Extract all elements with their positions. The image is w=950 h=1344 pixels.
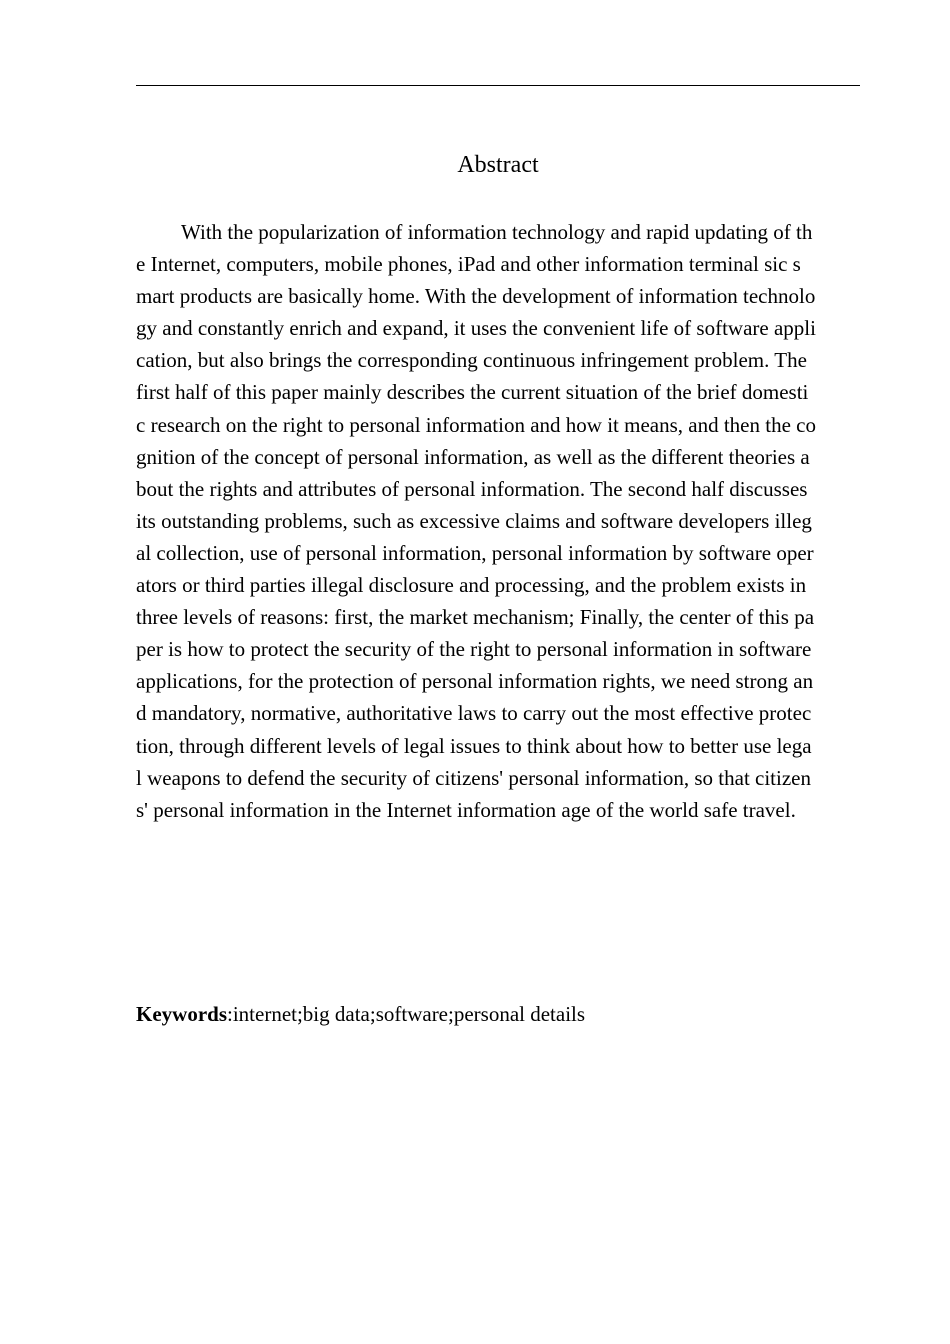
abstract-line: mart products are basically home. With the development of information technolo: [136, 284, 816, 309]
abstract-line: gnition of the concept of personal information, as well as the different theories a: [136, 444, 810, 469]
keywords-label: Keywords: [136, 1002, 227, 1026]
abstract-line: d mandatory, normative, authoritative laws to carry out the most effective protec: [136, 701, 812, 726]
header-rule: [136, 85, 860, 86]
abstract-line: e Internet, computers, mobile phones, iPad and other information terminal sic s: [136, 252, 801, 277]
abstract-line: its outstanding problems, such as excessive claims and software developers illeg: [136, 508, 812, 533]
abstract-line: l weapons to defend the security of citizens' personal information, so that citizen: [136, 765, 811, 790]
abstract-line: per is how to protect the security of the right to personal information in software: [136, 637, 812, 662]
abstract-line: gy and constantly enrich and expand, it uses the convenient life of software appli: [136, 316, 816, 341]
abstract-title: Abstract: [457, 152, 539, 178]
abstract-body: [136, 216, 876, 826]
abstract-line: ators or third parties illegal disclosure and processing, and the problem exists in: [136, 573, 807, 598]
abstract-line: applications, for the protection of personal information rights, we need strong an: [136, 669, 814, 694]
abstract-line: tion, through different levels of legal issues to think about how to better use lega: [136, 733, 812, 758]
abstract-line: With the popularization of information technology and rapid updating of th: [181, 220, 813, 244]
abstract-line: cation, but also brings the corresponding continuous infringement problem. The: [136, 348, 807, 373]
abstract-line: c research on the right to personal information and how it means, and then the co: [136, 412, 816, 437]
abstract-line: s' personal information in the Internet information age of the world safe travel.: [136, 797, 796, 822]
abstract-line: bout the rights and attributes of personal information. The second half discusses: [136, 476, 808, 501]
keywords-value: :internet;big data;software;personal details: [227, 1002, 586, 1026]
abstract-line: three levels of reasons: first, the market mechanism; Finally, the center of this pa: [136, 605, 815, 630]
abstract-line: al collection, use of personal information, personal information by software oper: [136, 540, 814, 565]
keywords: [136, 999, 585, 1029]
abstract-line: first half of this paper mainly describes the current situation of the brief domesti: [136, 380, 809, 405]
